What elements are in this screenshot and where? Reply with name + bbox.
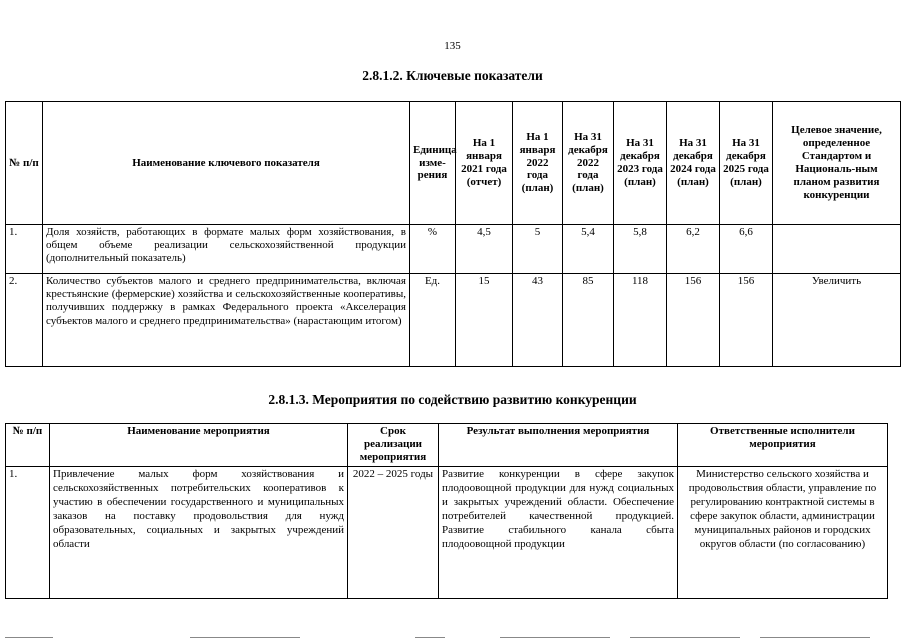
kpi-cell-unit: %	[410, 225, 456, 274]
kpi-cell-value: 6,6	[720, 225, 773, 274]
kpi-cell-value: 156	[667, 274, 720, 367]
kpi-cell-value: 43	[513, 274, 563, 367]
table-row	[6, 225, 901, 274]
kpi-section-title: 2.8.1.2. Ключевые показатели	[362, 68, 543, 83]
events-section-title: 2.8.1.3. Мероприятия по содействию развитию конкуренции	[268, 392, 637, 407]
kpi-cell-value: 5,8	[614, 225, 667, 274]
kpi-cell-value: 5	[513, 225, 563, 274]
events-cell-number: 1.	[6, 467, 50, 599]
footer-divider	[500, 637, 610, 638]
events-header-name: Наименование мероприятия	[50, 424, 348, 467]
kpi-header-2022-dec: На 31 декабря 2022 года (план)	[563, 102, 614, 225]
kpi-cell-value: 118	[614, 274, 667, 367]
kpi-cell-value: 5,4	[563, 225, 614, 274]
kpi-cell-target: Увеличить	[773, 274, 901, 367]
kpi-header-2023: На 31 декабря 2023 года (план)	[614, 102, 667, 225]
kpi-header-target: Целевое значение, определенное Стандартом и Националь-ным планом развития конкуренции	[773, 102, 901, 225]
events-cell-executors: Министерство сельского хозяйства и продовольствия области, управление по регулированию контрактной системы в сфере закупок области, администрации муниципальных районов и городских округов области (по согласованию)	[678, 467, 888, 599]
kpi-cell-name: Доля хозяйств, работающих в формате малых форм хозяйствования, в общем объеме реализации сельскохозяйственной продукции (дополнительный показатель)	[43, 225, 410, 274]
kpi-cell-value: 4,5	[456, 225, 513, 274]
kpi-header-2024: На 31 декабря 2024 года (план)	[667, 102, 720, 225]
table-row	[6, 467, 888, 599]
footer-divider	[190, 637, 300, 638]
events-cell-name: Привлечение малых форм хозяйствования и сельскохозяйственных потребительских кооперативов к участию в обеспечении государственного и муниципальных заказов на поставку продовольствия для нужд образовательных, социальных и закрытых учреждений области	[50, 467, 348, 599]
events-header-row	[6, 424, 888, 467]
events-header-result: Результат выполнения мероприятия	[439, 424, 678, 467]
kpi-header-name: Наименование ключевого показателя	[43, 102, 410, 225]
events-cell-result: Развитие конкуренции в сфере закупок плодоовощной продукции для нужд социальных и закрытых учреждений области. Обеспечение потребителей качественной продукцией. Развитие стабильного канала сбыта плодоовощной продукции	[439, 467, 678, 599]
footer-divider	[5, 637, 53, 638]
events-header-executors: Ответственные исполнители мероприятия	[678, 424, 888, 467]
kpi-header-unit: Единица изме-рения	[410, 102, 456, 225]
footer-divider	[630, 637, 740, 638]
kpi-header-number: № п/п	[6, 102, 43, 225]
kpi-cell-number: 2.	[6, 274, 43, 367]
table-row	[6, 274, 901, 367]
events-cell-term: 2022 – 2025 годы	[348, 467, 439, 599]
footer-divider	[760, 637, 870, 638]
kpi-cell-number: 1.	[6, 225, 43, 274]
kpi-header-row	[6, 102, 901, 225]
events-header-term: Срок реализации мероприятия	[348, 424, 439, 467]
kpi-cell-unit: Ед.	[410, 274, 456, 367]
kpi-header-2025: На 31 декабря 2025 года (план)	[720, 102, 773, 225]
kpi-header-2021: На 1 января 2021 года (отчет)	[456, 102, 513, 225]
kpi-cell-value: 85	[563, 274, 614, 367]
kpi-cell-target	[773, 225, 901, 274]
events-header-number: № п/п	[6, 424, 50, 467]
kpi-cell-name: Количество субъектов малого и среднего предпринимательства, включая крестьянские (фермерские) хозяйства и сельскохозяйственные кооперативы, получивших поддержку в рамках Федерального проекта «Акселерация субъектов малого и среднего предпринимательства» (нарастающим итогом)	[43, 274, 410, 367]
events-table	[5, 423, 888, 599]
kpi-header-2022-jan: На 1 января 2022 года (план)	[513, 102, 563, 225]
footer-divider	[415, 637, 445, 638]
kpi-cell-value: 6,2	[667, 225, 720, 274]
kpi-cell-value: 15	[456, 274, 513, 367]
page-number: 135	[444, 40, 461, 52]
kpi-cell-value: 156	[720, 274, 773, 367]
kpi-table	[5, 101, 901, 367]
